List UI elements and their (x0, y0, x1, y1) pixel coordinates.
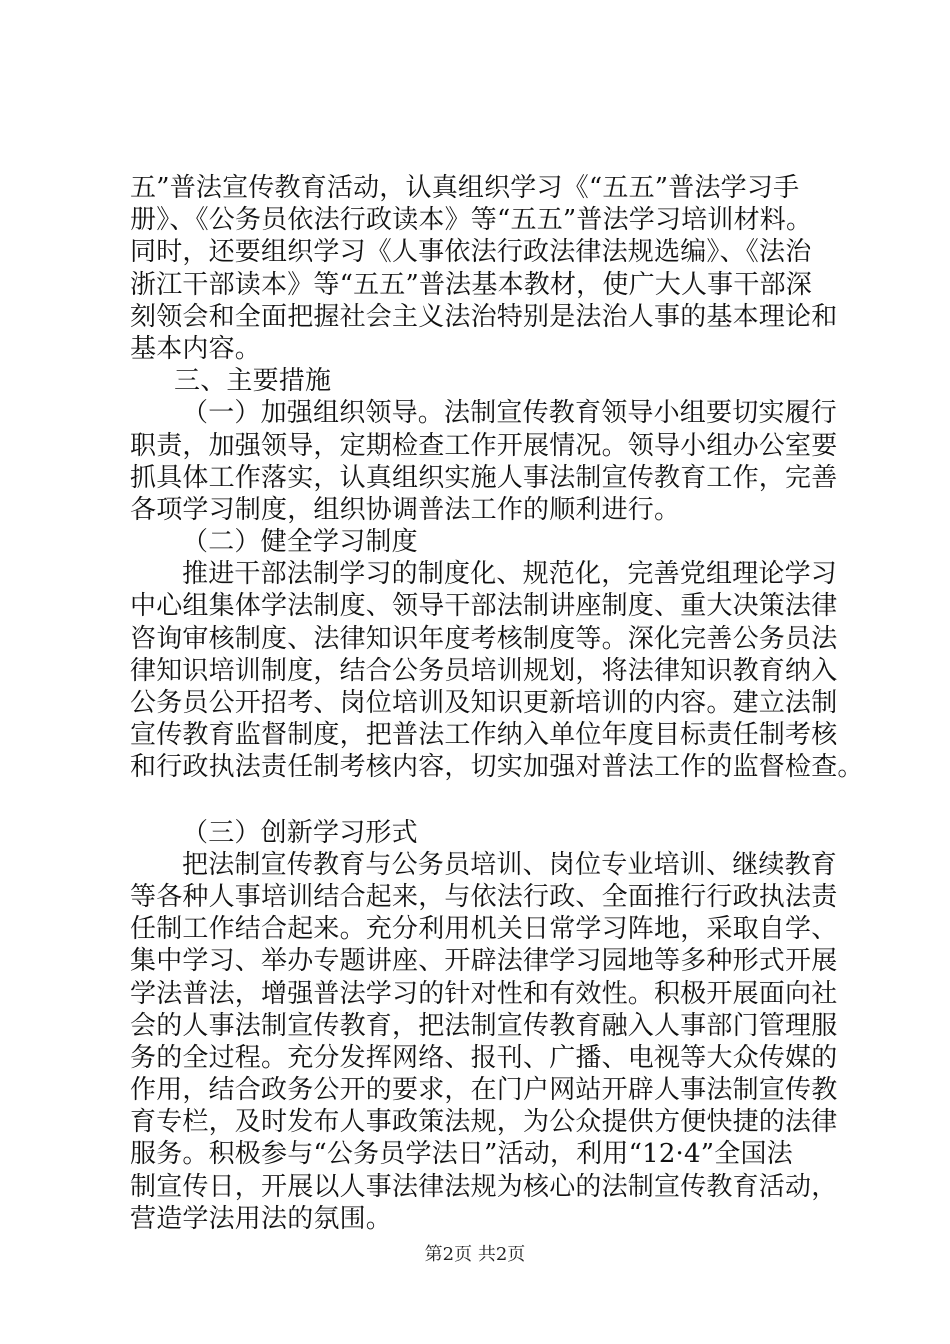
body-line: 浙江干部读本》等“五五”普法基本教材，使广大人事干部深 (130, 269, 812, 300)
body-line: 律知识培训制度，结合公务员培训规划，将法律知识教育纳入 (130, 655, 838, 686)
subsection-heading: （二）健全学习制度 (182, 527, 418, 558)
body-line: 作用，结合政务公开的要求，在门户网站开辟人事法制宣传教 (130, 1075, 838, 1106)
body-line: 五”普法宣传教育活动，认真组织学习《“五五”普法学习手 (130, 173, 800, 203)
body-line: 宣传教育监督制度，把普法工作纳入单位年度目标责任制考核 (130, 720, 838, 751)
document-body (130, 172, 864, 1235)
body-line: 育专栏，及时发布人事政策法规，为公众提供方便快捷的法律 (130, 1107, 838, 1138)
body-line: 和行政执法责任制考核内容，切实加强对普法工作的监督检查。 (130, 752, 864, 783)
body-line: 基本内容。 (130, 333, 262, 364)
body-line: 务的全过程。充分发挥网络、报刊、广播、电视等大众传媒的 (130, 1042, 838, 1073)
body-line: 咨询审核制度、法律知识年度考核制度等。深化完善公务员法 (130, 623, 838, 654)
body-line: 各项学习制度，组织协调普法工作的顺利进行。 (130, 494, 681, 525)
body-line: 会的人事法制宣传教育，把法制宣传教育融入人事部门管理服 (130, 1010, 838, 1041)
body-line: 任制工作结合起来。充分利用机关日常学习阵地，采取自学、 (130, 914, 838, 945)
body-line: 制宣传日，开展以人事法律法规为核心的法制宣传教育活动， (130, 1171, 838, 1202)
subsection-heading: （三）创新学习形式 (182, 817, 418, 848)
body-line: 集中学习、举办专题讲座、开辟法律学习园地等多种形式开展 (130, 946, 838, 977)
body-line: 学法普法，增强普法学习的针对性和有效性。积极开展面向社 (130, 978, 838, 1009)
body-line: 刻领会和全面把握社会主义法治特别是法治人事的基本理论和 (130, 301, 838, 332)
body-line: （一）加强组织领导。法制宣传教育领导小组要切实履行 (182, 398, 838, 429)
body-line: 服务。积极参与“公务员学法日”活动，利用“12·4”全国法 (130, 1139, 793, 1170)
body-line: 同时，还要组织学习《人事依法行政法律法规选编》、《法治 (130, 237, 812, 268)
body-line: 抓具体工作落实，认真组织实施人事法制宣传教育工作，完善 (130, 462, 838, 493)
body-line: 把法制宣传教育与公务员培训、岗位专业培训、继续教育 (182, 849, 838, 880)
body-line: 职责，加强领导，定期检查工作开展情况。领导小组办公室要 (130, 430, 838, 461)
section-heading: 三、主要措施 (174, 366, 332, 397)
body-line: 等各种人事培训结合起来，与依法行政、全面推行行政执法责 (130, 881, 838, 912)
body-line: 册》、《公务员依法行政读本》等“五五”普法学习培训材料。 (130, 205, 813, 236)
page-number-footer: 第2页 共2页 (424, 1244, 526, 1265)
body-line: 中心组集体学法制度、领导干部法制讲座制度、重大决策法律 (130, 591, 838, 622)
paragraph-gap (130, 784, 830, 817)
body-line: 推进干部法制学习的制度化、规范化，完善党组理论学习 (182, 559, 838, 590)
body-line: 营造学法用法的氛围。 (130, 1203, 393, 1234)
body-line: 公务员公开招考、岗位培训及知识更新培训的内容。建立法制 (130, 688, 838, 718)
